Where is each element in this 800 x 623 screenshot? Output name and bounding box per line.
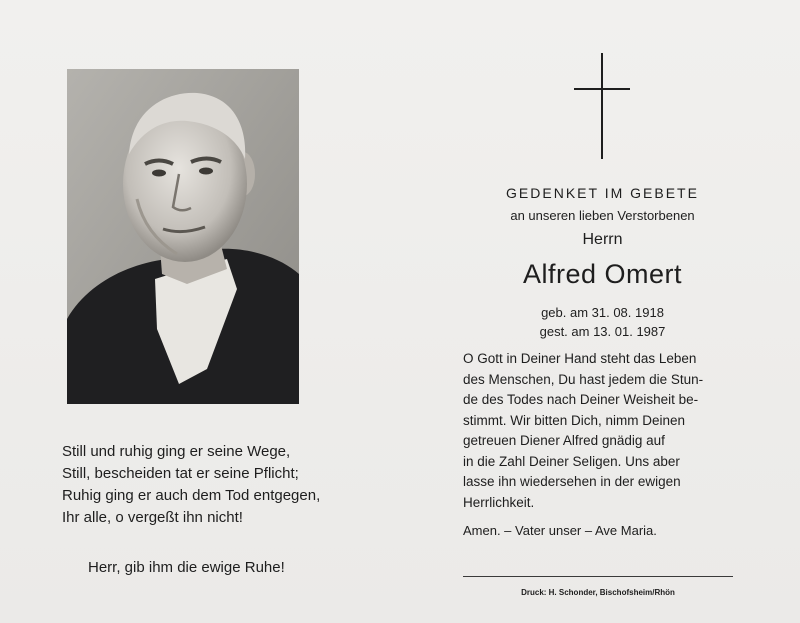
- memorial-verse: [62, 441, 362, 529]
- latin-cross-icon: [572, 51, 632, 161]
- intro-line: an unseren lieben Verstorbenen: [510, 208, 695, 223]
- memorial-prayer: [463, 349, 753, 513]
- birth-date: geb. am 31. 08. 1918: [541, 305, 664, 320]
- prayer-line: stimmt. Wir bitten Dich, nimm Deinen: [463, 412, 686, 428]
- death-date: gest. am 13. 01. 1987: [539, 324, 666, 339]
- prayer-line: Herrlichkeit.: [463, 494, 535, 510]
- deceased-name: Alfred Omert: [522, 259, 683, 289]
- verse-line: Ruhig ging er auch dem Tod entgegen,: [62, 487, 321, 504]
- portrait-photo: [67, 69, 299, 404]
- prayer-line: in die Zahl Deiner Seligen. Uns aber: [463, 453, 680, 469]
- deceased-block: [460, 183, 745, 341]
- prayer-line: O Gott in Deiner Hand steht das Leben: [463, 351, 697, 366]
- prayer-line: getreuen Diener Alfred gnädig auf: [463, 433, 665, 448]
- verse-line: Still und ruhig ging er seine Wege,: [62, 443, 291, 460]
- amen-line: Amen. – Vater unser – Ave Maria.: [463, 523, 657, 538]
- printer-credit: Druck: H. Schonder, Bischofsheim/Rhön: [521, 588, 675, 597]
- prayer-line: des Menschen, Du hast jedem die Stun-: [463, 371, 704, 387]
- honorific: Herrn: [582, 231, 623, 248]
- verse-line: Ihr alle, o vergeßt ihn nicht!: [62, 509, 243, 526]
- eternal-rest-prayer: Herr, gib ihm die ewige Ruhe!: [88, 559, 285, 576]
- verse-line: Still, bescheiden tat er seine Pflicht;: [62, 465, 299, 482]
- prayer-line: lasse ihn wiedersehen in der ewigen: [463, 474, 681, 489]
- remembrance-heading: GEDENKET IM GEBETE: [506, 185, 699, 201]
- prayer-line: de des Todes nach Deiner Weisheit be-: [463, 392, 699, 407]
- life-dates: [460, 303, 745, 341]
- divider: [463, 576, 733, 577]
